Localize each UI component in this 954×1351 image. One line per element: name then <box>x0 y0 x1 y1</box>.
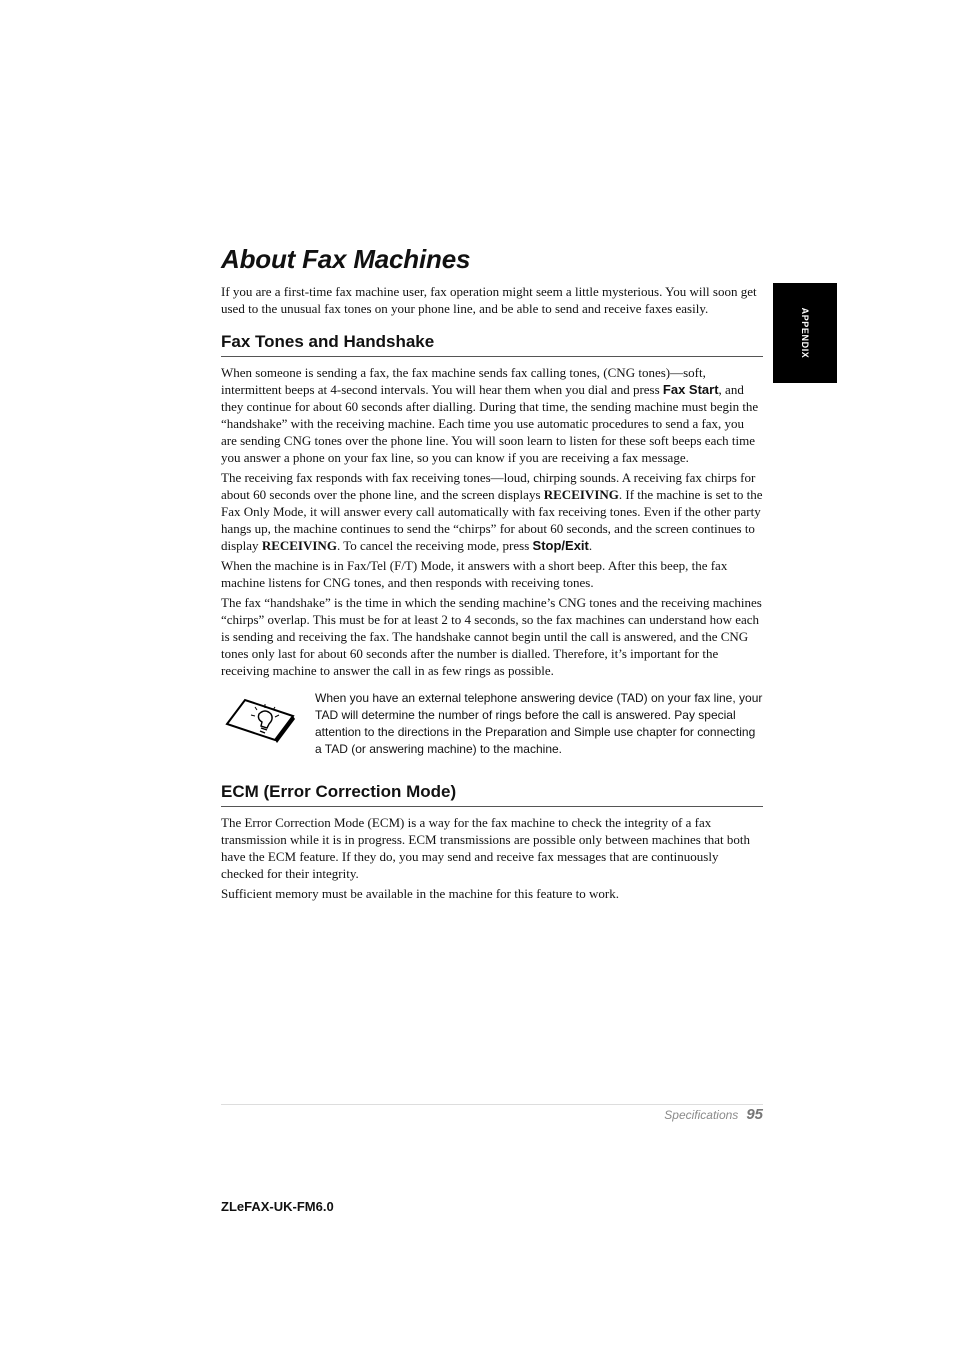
side-tab-label: APPENDIX <box>800 307 810 359</box>
main-content <box>221 283 763 905</box>
page-number: 95 <box>746 1106 763 1123</box>
lightbulb-note-icon <box>223 692 297 744</box>
stop-exit-key: Stop/Exit <box>532 538 589 553</box>
ecm-paragraph-1: The Error Correction Mode (ECM) is a way for the fax machine to check the integrity of a fax transmission while it is in progress. ECM transmissions are possible only between machines that both have the ECM feature. If they do, you may send and receive fax messages that are continuously checked for their integrity. <box>221 815 750 881</box>
fax-tones-paragraph-4: The fax “handshake” is the time in which the sending machine’s CNG tones and the receiving machines “chirps” overlap. This must be for at least 2 to 4 seconds, so the fax machines can understand how each is sending and receiving the fax. The handshake cannot begin until the call is answered, and the CNG tones only last for about 60 seconds after the number is dialled. Therefore, it’s important for the receiving machine to answer the call in as few rings as possible. <box>221 595 762 678</box>
receiving-display-text: RECEIVING <box>543 487 619 502</box>
fax-tones-paragraph-3: When the machine is in Fax/Tel (F/T) Mode, it answers with a short beep. After this beep, the fax machine listens for CNG tones, and then responds with receiving tones. <box>221 558 728 590</box>
ecm-paragraph-2: Sufficient memory must be available in the machine for this feature to work. <box>221 886 619 901</box>
page-footer <box>221 1103 763 1127</box>
fax-start-key: Fax Start <box>662 382 719 397</box>
appendix-side-tab <box>773 283 837 383</box>
fax-tones-paragraph-2: The receiving fax responds with fax receiving tones—loud, chirping sounds. A receiving fax chirps for about 60 seconds over the phone line, and the screen displays RECEIVING. If the machine is set to the Fax Only Mode, it will answer every call automatically with fax receiving tones. Even if the other party hangs up, the machine continues to send the “chirps” for about 60 seconds, and the screen continues to display RECEIVING. To cancel the receiving mode, press Stop/Exit. <box>221 470 763 553</box>
note-text: When you have an external telephone answering device (TAD) on your fax line, your TAD will determine the number of rings before the call is answered. Pay special attention to the directions in the Preparation and Simple use chapter for connecting a TAD (or answering machine) to the machine. <box>315 691 763 756</box>
note-box <box>221 690 763 768</box>
page-title: About Fax Machines <box>221 244 471 274</box>
receiving-display-text: RECEIVING <box>261 538 337 553</box>
document-id: ZLeFAX-UK-FM6.0 <box>221 1199 334 1214</box>
fax-tones-heading: Fax Tones and Handshake <box>221 332 763 357</box>
intro-paragraph: If you are a first-time fax machine user, fax operation might seem a little mysterious. You will soon get used to the unusual fax tones on your phone line, and be able to send and receive faxes easily. <box>221 284 757 316</box>
fax-tones-paragraph-1: When someone is sending a fax, the fax machine sends fax calling tones, (CNG tones)—soft, intermittent beeps at 4-second intervals. You will hear them when you dial and press Fax Start, and they continue for about 60 seconds after dialling. During that time, the sending machine must begin the “handshake” with the receiving machine. Each time you use automatic procedures to send a fax, you are sending CNG tones over the phone line. You will soon learn to listen for these soft beeps each time you answer a phone on your fax line, so you can know if you are receiving a fax message. <box>221 365 759 465</box>
ecm-heading: ECM (Error Correction Mode) <box>221 782 763 807</box>
footer-section-label: Specifications <box>664 1108 739 1122</box>
